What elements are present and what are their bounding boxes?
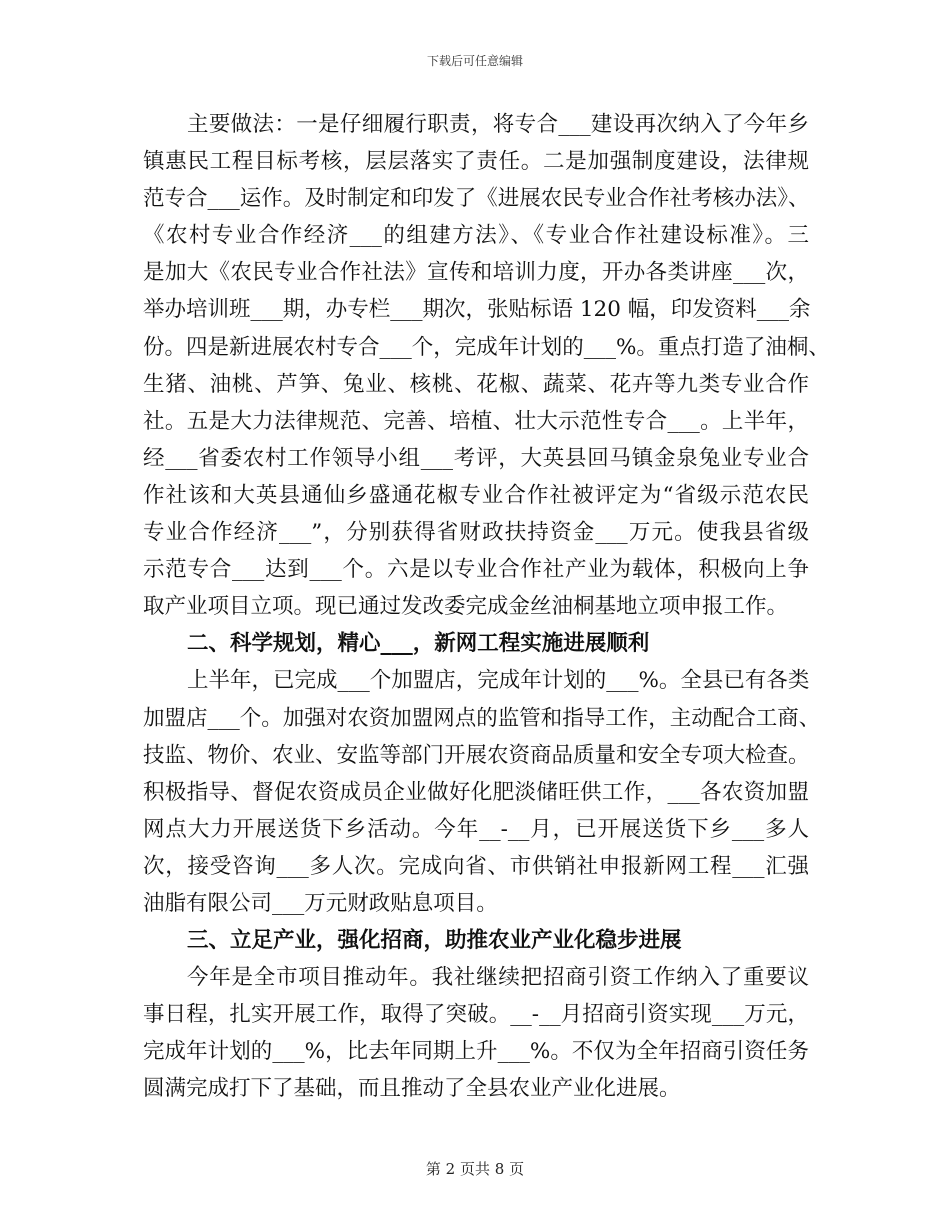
paragraph-line: 是加大《农民专业合作社法》宣传和培训力度，开办各类讲座___次， bbox=[143, 260, 809, 286]
paragraph-line: 加盟店___个。加强对农资加盟网点的监管和指导工作，主动配合工商、 bbox=[143, 705, 821, 731]
paragraph-line: 主要做法：一是仔细履行职责，将专合___建设再次纳入了今年乡 bbox=[187, 112, 809, 137]
paragraph-line: 社。五是大力法律规范、完善、培植、壮大示范性专合___。上半年， bbox=[143, 408, 809, 434]
paragraph-line: 次，接受咨询___多人次。完成向省、市供销社申报新网工程___汇强 bbox=[143, 853, 809, 879]
paragraph-line: 示范专合___达到___个。六是以专业合作社产业为载体，积极向上争 bbox=[143, 557, 809, 583]
paragraph-line: 今年是全市项目推动年。我社继续把招商引资工作纳入了重要议 bbox=[187, 965, 809, 991]
section-heading: 二、科学规划，精心___，新网工程实施进展顺利 bbox=[187, 631, 650, 657]
paragraph-line: 范专合___运作。及时制定和印发了《进展农民专业合作社考核办法》、 bbox=[143, 186, 810, 212]
paragraph-line: 《农村专业合作经济___的组建方法》、《专业合作社建设标准》。三 bbox=[143, 223, 809, 249]
paragraph-line: 镇惠民工程目标考核，层层落实了责任。二是加强制度建设，法律规 bbox=[143, 149, 809, 175]
paragraph-line: 完成年计划的___%，比去年同期上升___%。不仅为全年招商引资任务 bbox=[143, 1039, 809, 1065]
paragraph-line: 积极指导、督促农资成员企业做好化肥淡储旺供工作，___各农资加盟 bbox=[143, 779, 809, 805]
paragraph-line: 油脂有限公司___万元财政贴息项目。 bbox=[143, 890, 498, 916]
paragraph-line: 圆满完成打下了基础，而且推动了全县农业产业化进展。 bbox=[143, 1076, 681, 1102]
paragraph-line: 生猪、油桃、芦笋、兔业、核桃、花椒、蔬菜、花卉等九类专业合作 bbox=[143, 371, 809, 397]
paragraph-line: 上半年，已完成___个加盟店，完成年计划的___%。全县已有各类 bbox=[187, 668, 810, 694]
paragraph-line: 网点大力开展送货下乡活动。今年__-__月，已开展送货下乡___多人 bbox=[143, 816, 809, 842]
document-body bbox=[143, 106, 830, 1108]
paragraph-line: 事日程，扎实开展工作，取得了突破。__-__月招商引资实现___万元， bbox=[143, 1002, 809, 1028]
paragraph-line: 份。四是新进展农村专合___个，完成年计划的___%。重点打造了油桐、 bbox=[143, 334, 830, 360]
paragraph-line: 作社该和大英县通仙乡盛通花椒专业合作社被评定为“省级示范农民 bbox=[143, 482, 809, 508]
section-heading: 三、立足产业，强化招商，助推农业产业化稳步进展 bbox=[187, 928, 682, 954]
paragraph-line: 取产业项目立项。现已通过发改委完成金丝油桐基地立项申报工作。 bbox=[143, 594, 789, 620]
paragraph-line: 专业合作经济___”，分别获得省财政扶持资金___万元。使我县省级 bbox=[143, 520, 809, 546]
page-header: 下载后可任意编辑 bbox=[426, 54, 523, 68]
page-footer: 第 2 页共 8 页 bbox=[425, 1160, 525, 1178]
paragraph-line: 技监、物价、农业、安监等部门开展农资商品质量和安全专项大检查。 bbox=[143, 742, 810, 768]
paragraph-line: 经___省委农村工作领导小组___考评，大英县回马镇金泉兔业专业合 bbox=[143, 445, 809, 471]
paragraph-line: 举办培训班___期，办专栏___期次，张贴标语 120 幅，印发资料___余 bbox=[143, 297, 811, 323]
